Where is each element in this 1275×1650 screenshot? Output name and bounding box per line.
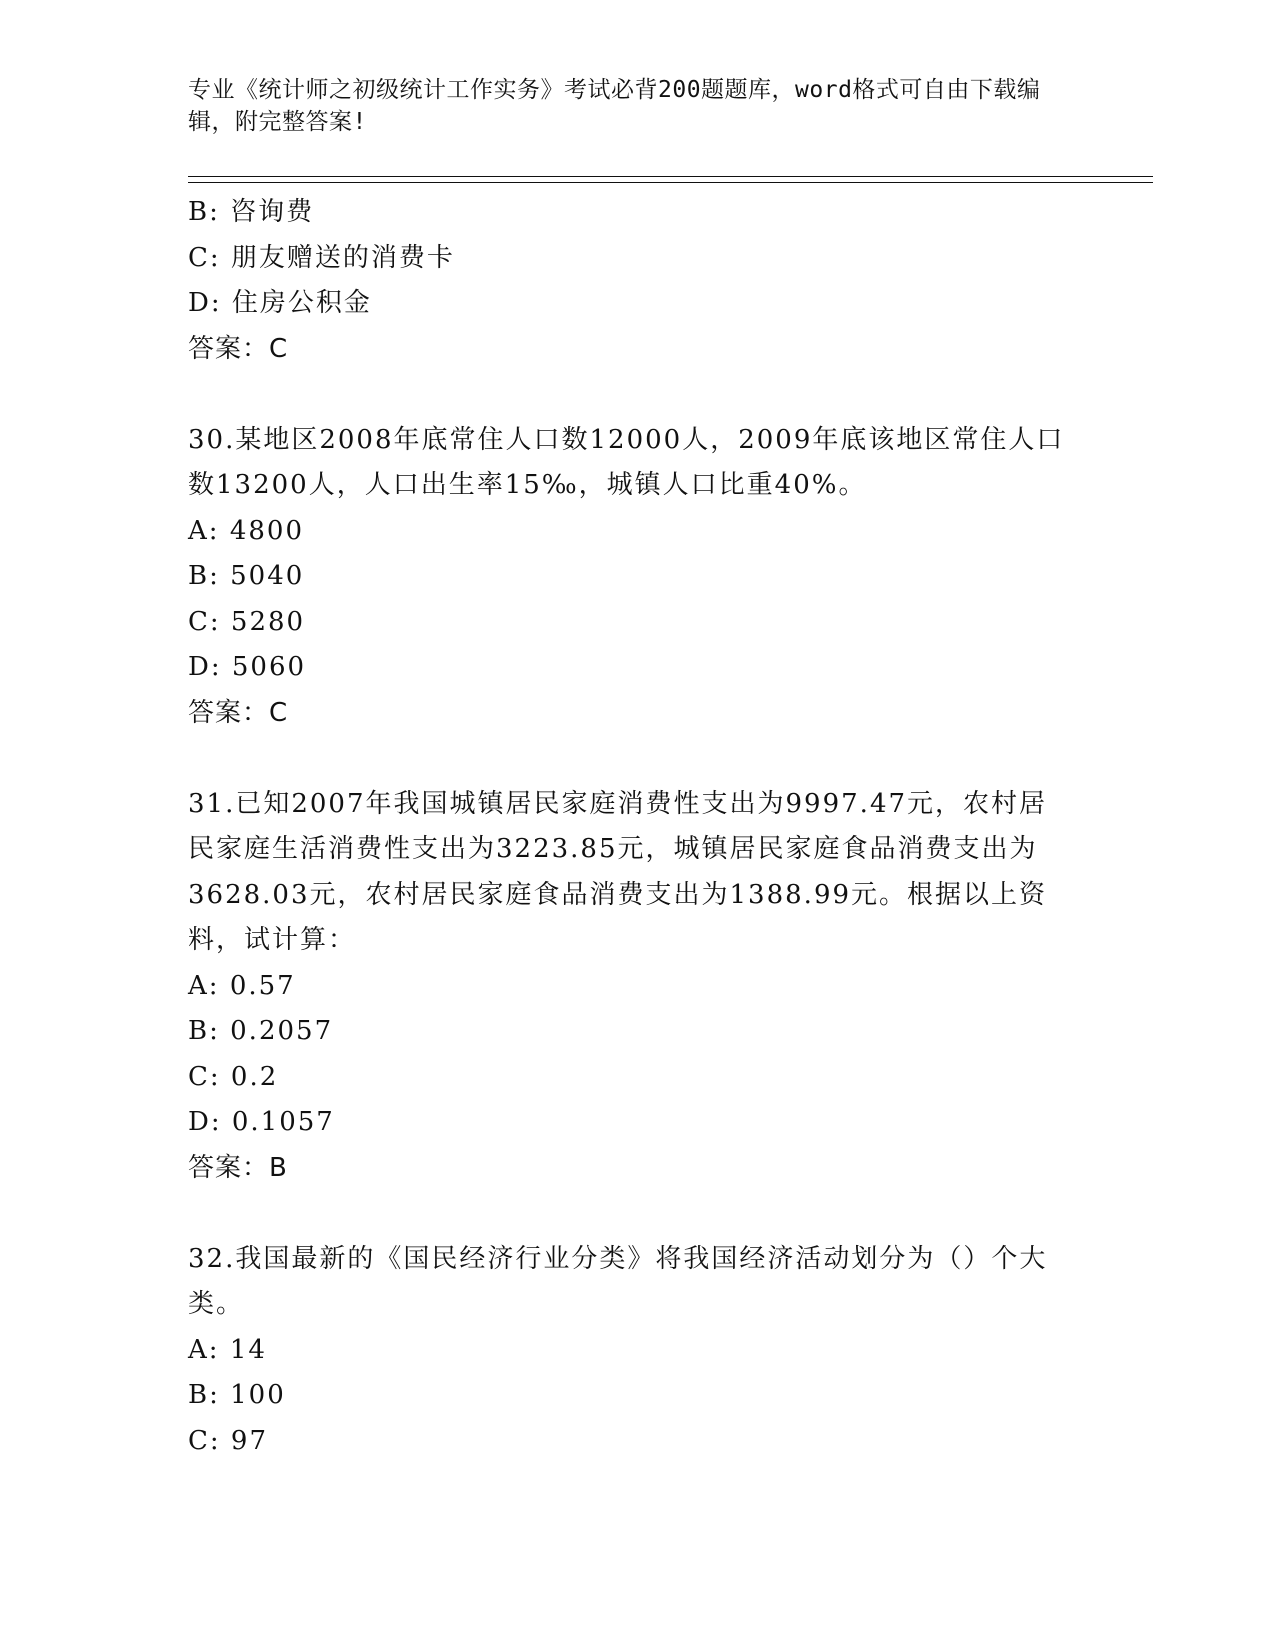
option-c xyxy=(188,236,1088,282)
option-label: A: xyxy=(188,515,220,546)
option-d xyxy=(188,645,1088,691)
option-label: B: xyxy=(188,561,220,591)
question-text-line: 类。 xyxy=(188,1289,245,1319)
option-label: D: xyxy=(188,288,222,318)
option-label: A: xyxy=(188,1334,220,1365)
question-text-line: 3628.03元，农村居民家庭食品消费支出为1388.99元。根据以上资 xyxy=(188,879,1048,910)
option-label: D: xyxy=(188,1107,222,1137)
header-rule-bottom xyxy=(188,182,1153,183)
option-label: B: xyxy=(188,1380,220,1410)
option-a xyxy=(188,1328,1088,1374)
option-label: D: xyxy=(188,652,222,682)
option-text: 4800 xyxy=(229,515,304,546)
option-a xyxy=(188,509,1088,555)
option-text: 0.2 xyxy=(230,1061,279,1092)
option-text: 97 xyxy=(230,1425,269,1456)
option-b xyxy=(188,1009,1088,1055)
option-b xyxy=(188,1373,1088,1419)
option-label: B: xyxy=(188,1016,220,1046)
option-text: 100 xyxy=(230,1380,286,1410)
spacer xyxy=(188,736,1088,782)
option-text: 14 xyxy=(229,1334,267,1365)
option-text: 5280 xyxy=(230,606,306,637)
option-text: 0.2057 xyxy=(230,1016,334,1046)
prev-question-tail xyxy=(188,190,1088,372)
option-a xyxy=(188,964,1088,1010)
option-text: 0.1057 xyxy=(231,1107,335,1137)
question-text-line: 数13200人，人口出生率15‰，城镇人口比重40%。 xyxy=(188,470,867,500)
option-d xyxy=(188,281,1088,327)
option-label: C: xyxy=(188,1061,221,1092)
answer-line: 答案：B xyxy=(188,1152,288,1183)
option-text: 5060 xyxy=(231,652,307,682)
option-label: C: xyxy=(188,606,221,637)
option-b xyxy=(188,554,1088,600)
option-label: C: xyxy=(188,1425,221,1456)
option-c xyxy=(188,600,1088,646)
option-text: 朋友赠送的消费卡 xyxy=(230,242,455,273)
question-32 xyxy=(188,1237,1088,1465)
document-header: 专业《统计师之初级统计工作实务》考试必背200题题库，word格式可自由下载编辑，附完整答案! xyxy=(188,77,1041,135)
question-text-line: 32.我国最新的《国民经济行业分类》将我国经济活动划分为（）个大 xyxy=(188,1243,1048,1274)
option-label: C: xyxy=(188,242,221,273)
option-text: 0.57 xyxy=(229,970,296,1001)
option-text: 咨询费 xyxy=(230,197,315,227)
question-text-line: 民家庭生活消费性支出为3223.85元，城镇居民家庭食品消费支出为 xyxy=(188,834,1038,864)
option-c xyxy=(188,1055,1088,1101)
question-text-line: 料，试计算： xyxy=(188,925,357,955)
question-30 xyxy=(188,418,1088,737)
spacer xyxy=(188,372,1088,418)
option-d xyxy=(188,1100,1088,1146)
question-text-line: 30.某地区2008年底常住人口数12000人，2009年底该地区常住人口 xyxy=(188,424,1065,455)
option-text: 住房公积金 xyxy=(231,288,372,318)
question-text-line: 31.已知2007年我国城镇居民家庭消费性支出为9997.47元，农村居 xyxy=(188,788,1048,819)
question-31 xyxy=(188,782,1088,1192)
answer-line: 答案：C xyxy=(188,333,289,364)
option-label: B: xyxy=(188,197,220,227)
option-b xyxy=(188,190,1088,236)
header-rule-top xyxy=(188,176,1153,177)
option-c xyxy=(188,1419,1088,1465)
spacer xyxy=(188,1191,1088,1237)
question-content xyxy=(188,190,1088,1464)
option-text: 5040 xyxy=(230,561,305,591)
option-label: A: xyxy=(188,970,220,1001)
answer-line: 答案：C xyxy=(188,697,289,728)
